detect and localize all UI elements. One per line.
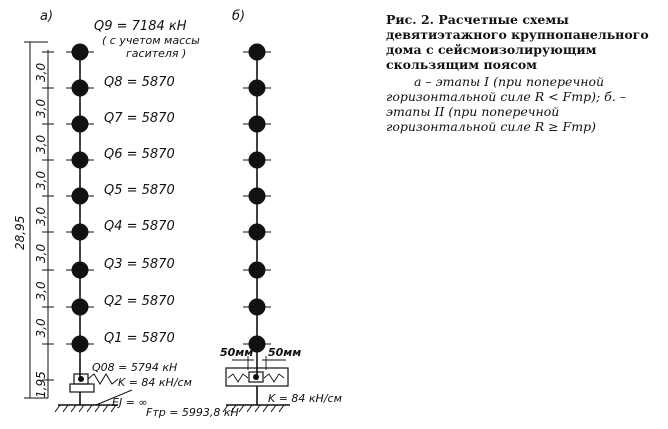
load-label: Q9 = 7184 кН <box>94 19 187 34</box>
panel-b-scheme <box>220 44 342 413</box>
mass-node-b <box>249 44 266 61</box>
caption-body <box>386 74 662 134</box>
gap-left-label: 50мм <box>220 346 254 359</box>
gap-right-label: 50мм <box>268 346 302 359</box>
figure-caption <box>386 12 662 134</box>
stiffness-b-label: K = 84 кН/см <box>268 392 342 405</box>
panel-a-scheme <box>55 19 239 419</box>
caption-figure-number: Рис. 2. <box>386 12 435 27</box>
load-note: ( с учетом массы <box>102 34 200 47</box>
base-height-label: 1,95 <box>34 371 48 398</box>
base-mass-label: Q08 = 5794 кН <box>92 361 178 374</box>
load-label: Q1 = 5870 <box>104 331 175 346</box>
load-label: Q6 = 5870 <box>104 147 175 162</box>
story-height-label: 3,0 <box>34 62 48 82</box>
panel-b-label: б) <box>232 9 246 24</box>
stiffness-a-label: K = 84 кН/см <box>118 376 192 389</box>
mass-node-a <box>72 262 89 279</box>
mass-node-a <box>72 44 89 61</box>
load-label: Q5 = 5870 <box>104 183 175 198</box>
story-height-label: 3,0 <box>34 98 48 118</box>
load-label: Q3 = 5870 <box>104 257 175 272</box>
load-label: Q4 = 5870 <box>104 219 175 234</box>
story-height-dimensions <box>34 50 54 398</box>
mass-node-b <box>249 224 266 241</box>
mass-node-a <box>72 299 89 316</box>
story-height-label: 3,0 <box>34 170 48 190</box>
story-height-label: 3,0 <box>34 134 48 154</box>
mass-node-b <box>249 188 266 205</box>
mass-node-a <box>72 152 89 169</box>
panel-a-label: a) <box>40 9 54 24</box>
mass-node-b <box>249 262 266 279</box>
total-height-label: 28,95 <box>13 215 27 250</box>
caption-body-text: а – этапы I (при поперечной горизонтальной силе R < Fтр); б. – этапы II (при поперечной горизонтальной силе R ≥ Fтр) <box>386 74 626 134</box>
friction-label: Fтр = 5993,8 кН <box>146 406 239 419</box>
mass-node-b <box>249 152 266 169</box>
mass-node-a <box>72 224 89 241</box>
mass-node-b <box>249 299 266 316</box>
mass-node-b <box>249 80 266 97</box>
story-height-label: 3,0 <box>34 206 48 226</box>
mass-node-b <box>249 116 266 133</box>
mass-node-a <box>72 336 89 353</box>
mass-node-a <box>72 188 89 205</box>
story-height-label: 3,0 <box>34 281 48 301</box>
panel-b-masses <box>243 44 271 353</box>
mass-node-a <box>72 80 89 97</box>
caption-title-text: Расчетные схемы девятиэтажного крупнопанельного дома с сейсмоизолирующим скользящим поясом <box>386 12 649 72</box>
story-height-label: 3,0 <box>34 243 48 263</box>
load-note: гасителя ) <box>126 47 187 60</box>
rigidity-label: EJ = ∞ <box>112 396 148 409</box>
load-label: Q7 = 5870 <box>104 111 175 126</box>
panel-a-masses <box>66 19 200 353</box>
load-label: Q8 = 5870 <box>104 75 175 90</box>
caption-title <box>386 12 662 72</box>
load-label: Q2 = 5870 <box>104 294 175 309</box>
story-height-label: 3,0 <box>34 318 48 338</box>
mass-node-a <box>72 116 89 133</box>
